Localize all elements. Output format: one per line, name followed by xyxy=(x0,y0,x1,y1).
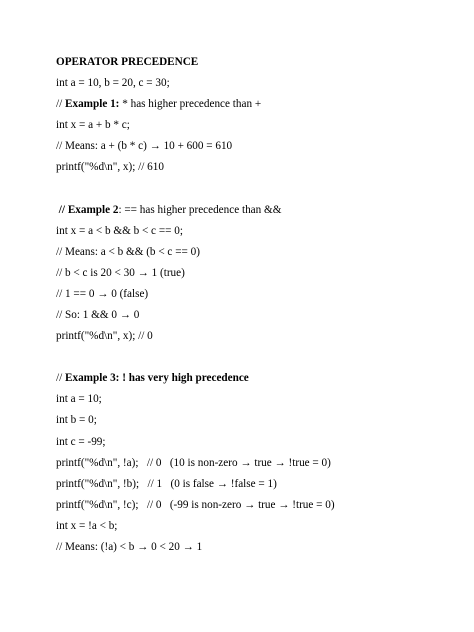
code-line: printf("%d\n", !c); // 0 (-99 is non-zero → true → !true = 0) xyxy=(56,498,335,511)
example-3-heading xyxy=(56,372,464,385)
heading-prefix: // xyxy=(56,372,66,385)
code-line: // 1 == 0 → 0 (false) xyxy=(56,287,149,300)
heading-bold: Example 2 xyxy=(67,203,119,216)
heading-bold: Example 1: xyxy=(65,98,120,111)
code-line: printf("%d\n", x); // 610 xyxy=(56,161,164,174)
code-line: int x = a + b * c; xyxy=(56,119,130,132)
section-gap xyxy=(56,183,464,204)
section-gap xyxy=(56,351,464,372)
code-line: // Means: a < b && (b < c == 0) xyxy=(56,245,200,258)
code-line: int x = !a < b; xyxy=(56,519,118,532)
code-line: int a = 10; xyxy=(56,393,102,406)
code-line: // Means: a + (b * c) → 10 + 600 = 610 xyxy=(56,140,233,153)
heading-prefix: // xyxy=(56,203,68,216)
code-line: int c = -99; xyxy=(56,435,106,448)
heading-rest: * has higher precedence than + xyxy=(119,98,262,111)
heading-bold: Example 3: ! has very high precedence xyxy=(65,372,249,385)
code-line: int a = 10, b = 20, c = 30; xyxy=(56,77,170,90)
document-title: OPERATOR PRECEDENCE xyxy=(56,56,199,68)
code-line: printf("%d\n", !a); // 0 (10 is non-zero → true → !true = 0) xyxy=(56,456,331,469)
code-line: printf("%d\n", !b); // 1 (0 is false → !false = 1) xyxy=(56,477,277,490)
example-1-heading xyxy=(56,98,464,111)
heading-prefix: // xyxy=(56,98,66,111)
document-content xyxy=(56,56,464,562)
code-line: // So: 1 && 0 → 0 xyxy=(56,309,140,322)
example-2-heading xyxy=(56,204,464,217)
code-line: printf("%d\n", x); // 0 xyxy=(56,330,153,343)
code-line: // b < c is 20 < 30 → 1 (true) xyxy=(56,266,185,279)
code-line: int b = 0; xyxy=(56,414,97,427)
code-line: int x = a < b && b < c == 0; xyxy=(56,224,183,237)
code-line: // Means: (!a) < b → 0 < 20 → 1 xyxy=(56,540,203,553)
heading-rest: : == has higher precedence than && xyxy=(118,203,282,216)
